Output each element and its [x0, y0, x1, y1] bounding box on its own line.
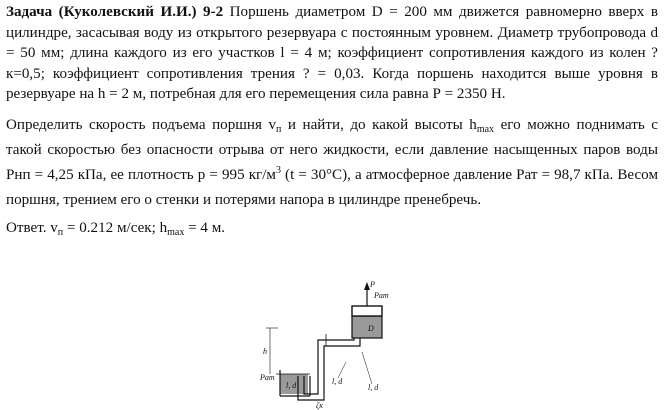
- question-sub-2: max: [476, 123, 495, 135]
- problem-answer: [6, 217, 658, 239]
- piston-pump-diagram: [254, 276, 400, 410]
- problem-question: [6, 113, 658, 213]
- problem-title: Задача (Куколевский И.И.) 9-2: [6, 4, 224, 20]
- problem-statement: [6, 2, 658, 105]
- question-text-3: его можно поднимать с такой скоростью без опасности отрыва от него жидкости, если давление насыщенных паров воды Pнп = 4,25 кПа, ее плотность p = 995 кг/м: [6, 116, 659, 183]
- height-label: h: [263, 347, 267, 356]
- seg-mid-label: l, d: [332, 377, 343, 386]
- problem-conditions: Поршень диаметром D = 200 мм движется равномерно вверх в цилиндре, засасывая воду из открытого резервуара с постоянным уровнем. Диаметр трубопровода d = 50 мм; длина каждого из его участков l = 4 м; коэффициент сопротивления каждого из колен ?к=0,5; коэффициент сопротивления трения ? = 0,03. Когда поршень находится выше уровня в резервуаре на h = 2 м, потребная для его перемещения сила равна Р = 2350 Н.: [6, 4, 658, 102]
- force-label: P: [370, 280, 375, 289]
- answer-text-2: = 0.212 м/сек; h: [63, 219, 168, 236]
- question-sub-1: п: [276, 123, 282, 135]
- question-text-2: и найти, до какой высоты h: [281, 116, 477, 133]
- answer-sub-2: max: [167, 226, 185, 238]
- atm-top-label: Pат: [374, 291, 389, 300]
- answer-text-3: = 4 м.: [184, 219, 226, 236]
- problem-document: [6, 2, 658, 239]
- piston: [352, 306, 382, 316]
- elbow-label: ζк: [316, 401, 323, 410]
- seg-right-label: l, d: [368, 383, 379, 392]
- question-sup-3: 3: [275, 164, 281, 176]
- question-text-4: (t = 30°С), а атмосферное давление Pат = 98,7 кПа. Весом поршня, трением его о стенки и потерями напора в цилиндре пренебречь.: [6, 166, 658, 208]
- seg-left-label: l, d: [286, 381, 297, 390]
- atm-left-label: Pат: [260, 373, 275, 382]
- answer-sub-1: п: [57, 226, 64, 238]
- answer-text-1: Ответ. v: [6, 219, 58, 236]
- diameter-label: D: [368, 324, 374, 333]
- question-text-1: Определить скорость подъема поршня v: [6, 116, 277, 133]
- cylinder: [352, 280, 389, 338]
- height-dimension: [263, 328, 278, 374]
